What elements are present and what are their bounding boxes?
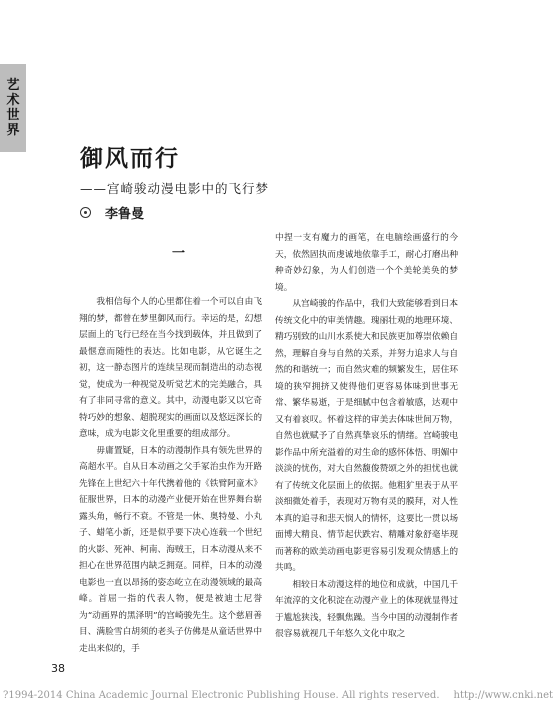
paragraph: 从宫崎骏的作品中，我们大致能够看到日本传统文化中的审美情趣。瑰丽壮观的地理环境、精巧别致的山川水系使大和民族更加尊崇依赖自然，理解自身与自然的关系，并努力追求人与自然的和谐统一；而自然灾难的频繁发生，居住环境的狭窄拥挤又使得他们更容易体味到世事无常、繁华易逝，于是细腻中包含着敏感，达观中又有着哀叹。怀着这样的审美去体味世间万物，自然也就赋予了自然真挚哀乐的情绪。宫崎骏电影作品中所充溢着的对生命的感怀体悟、明媚中淡淡的忧伤，对大自然馥俊赞颂之外的担忧也就有了传统文化层面上的依据。他粗犷里表于从平淡细微处着手，表现对万物有灵的膜拜，对人性本真的追寻和悲天悯人的情怀，这要比一贯以场面博大精良、情节起伏跌宕、精雕对象舒毫毕现而著称的欧美动画电影更容易引发观众情感上的共鸣。 [275, 299, 458, 573]
paragraph: 中捏一支有魔力的画笔，在电脑绘画盛行的今天，依然固执而虔诚地依靠手工，耐心打磨出种种奇妙幻象，为人们创造一个个美轮美奂的梦境。 [275, 233, 458, 293]
paragraph: 相较日本动漫这样的地位和成就，中国几千年流淳的文化积淀在动漫产业上的体现就显得过于尴尬狭浅，轻飘焦躁。当今中国的动漫制作者很容易就视几千年悠久文化中取之 [275, 579, 458, 639]
footer-url[interactable]: http://www.cnki.net [453, 690, 553, 701]
right-column [275, 230, 458, 643]
left-column [79, 294, 262, 657]
article-title: 御风而行 [80, 146, 180, 172]
article-subtitle: ——宫崎骏动漫电影中的飞行梦 [80, 181, 270, 196]
paragraph: 毋庸置疑，日本的动漫制作具有领先世界的高超水平。自从日本动画之父手冢治虫作为开路先锋在上世纪六十年代携着他的《铁臂阿童木》征服世界，日本的动漫产业便开始在世界舞台崭露头角，畅行不衰。不管是一休、奥特曼、小丸子、蜡笔小新，还是似乎要下决心连载一个世纪的火影、死神、柯南、海贼王，日本动漫从来不担心在世界范围内缺乏拥趸。同样，日本的动漫电影也一直以昂扬的姿态屹立在动漫领域的最高峰。首屈一指的代表人物，便是被迪士尼誉为“动画界的黑泽明”的宫崎骏先生。这个慈眉善目、满脸雪白胡须的老头子仿佛是从童话世界中走出来似的，手 [79, 445, 262, 654]
author-row [80, 203, 144, 221]
footer [3, 690, 553, 701]
section-tab [0, 64, 26, 152]
author-name: 李鲁曼 [105, 206, 145, 222]
footer-copyright: ?1994-2014 China Academic Journal Electronic Publishing House. All rights reserved. [3, 690, 440, 701]
section-number: 一 [172, 246, 186, 261]
paragraph: 我相信每个人的心里都住着一个可以自由飞翔的梦，都曾在梦里御风而行。幸运的是，幻想层面上的飞行已经在当今找到载体，并且做到了最惬意而随性的表达。比如电影，从它诞生之初，这一静态图片的连续呈现而制造出的动态视觉，使成为一种视觉及听觉艺术的完美融合，具有了非同寻常的意义。其中，动漫电影又以它奇特巧妙的想象、超脱现实的画面以及悠远深长的意味，成为电影文化里重要的组成部分。 [79, 297, 262, 439]
author-bullet-icon [80, 207, 91, 218]
page-number: 38 [51, 662, 65, 675]
section-tab-label: 艺术世界 [6, 78, 20, 138]
